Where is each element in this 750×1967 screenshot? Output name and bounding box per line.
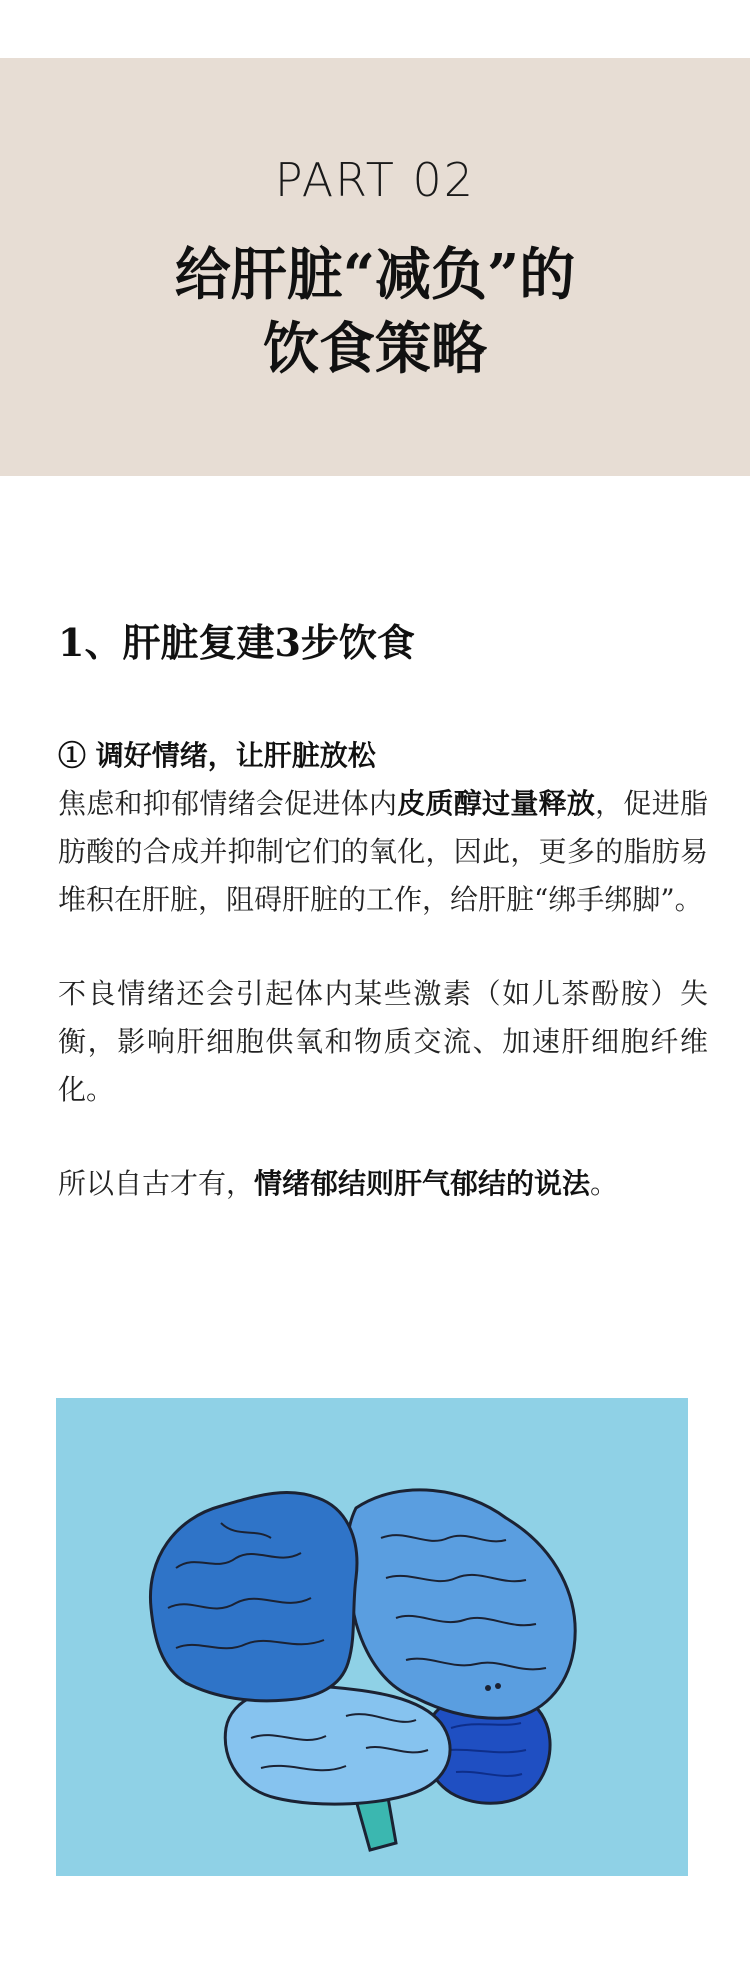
hero-title-line-1: 给肝脏“减负”的 bbox=[174, 242, 576, 308]
paragraph-3 bbox=[58, 1160, 708, 1208]
frontal-lobe-shape bbox=[150, 1493, 356, 1701]
brain-illustration bbox=[56, 1398, 688, 1876]
part-label: PART 02 bbox=[274, 153, 476, 207]
hero-title bbox=[0, 238, 750, 386]
detail-dot-2 bbox=[495, 1683, 501, 1689]
paragraph-1-text-b: ，促进脂肪酸的合成并抑制它们的氧化，因此，更多的脂肪易堆积在肝脏，阻碍肝脏的工作，给肝脏“绑手绑脚”。 bbox=[58, 787, 708, 916]
paragraph-1-bold: 皮质醇过量释放 bbox=[397, 787, 596, 820]
brain-icon bbox=[56, 1398, 688, 1876]
paragraph-2: 不良情绪还会引起体内某些激素（如儿茶酚胺）失衡，影响肝细胞供氧和物质交流、加速肝细胞纤维化。 bbox=[58, 977, 708, 1106]
paragraph-3-text-a: 所以自古才有， bbox=[58, 1167, 255, 1200]
hero-title-line-2: 饮食策略 bbox=[263, 316, 487, 382]
section-heading: 1、肝脏复建3步饮食 bbox=[58, 620, 415, 665]
paragraph-3-bold: 情绪郁结则肝气郁结的说法 bbox=[254, 1167, 591, 1200]
detail-dot bbox=[485, 1685, 491, 1691]
temporal-lobe-shape bbox=[225, 1686, 450, 1804]
paragraph-3-text-b: 。 bbox=[590, 1167, 619, 1200]
article-body bbox=[58, 732, 708, 1208]
subheading: ① 调好情绪，让肝脏放松 bbox=[58, 739, 376, 772]
paragraph-1 bbox=[58, 780, 708, 924]
hero-banner bbox=[0, 58, 750, 476]
paragraph-1-text-a: 焦虑和抑郁情绪会促进体内 bbox=[58, 787, 398, 820]
parietal-lobe-shape bbox=[347, 1490, 576, 1718]
